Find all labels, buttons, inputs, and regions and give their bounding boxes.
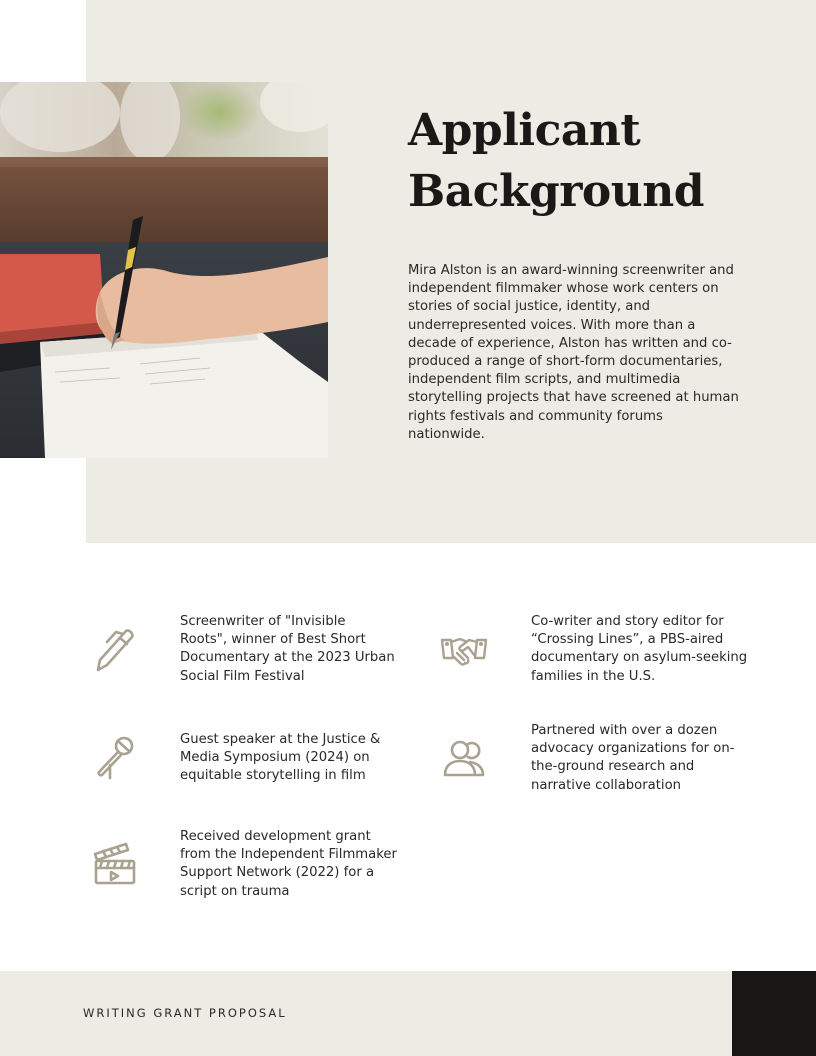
hero-photo [0,82,328,458]
page-title [408,100,788,222]
microphone-icon [87,730,143,786]
achievement-text: Screenwriter of "Invisible Roots", winner of Best Short Documentary at the 2023 Urban Social Film Festival [180,614,395,684]
intro-paragraph: Mira Alston is an award-winning screenwriter and independent filmmaker whose work centers on stories of social justice, identity, and underrepresented voices. With more than a decade of experience, Alston has written and co-produced a range of short-form documentaries, independent film scripts, and multimedia storytelling projects that have screened at human rights festivals and community forums nationwide. [408,263,739,442]
writing-photo-illustration [0,82,328,458]
pen-icon [87,622,143,678]
footer-accent-block [732,971,816,1056]
achievement-text: Guest speaker at the Justice & Media Symposium (2024) on equitable storytelling in film [180,732,381,784]
users-icon [436,730,492,786]
handshake-icon [436,622,492,678]
page-title-line-2: Background [408,166,705,217]
footer-label: WRITING GRANT PROPOSAL [83,1006,287,1020]
achievement-text: Received development grant from the Independent Filmmaker Support Network (2022) for a script on trauma [180,829,397,899]
achievement-text: Co-writer and story editor for “Crossing Lines”, a PBS-aired documentary on asylum-seeking families in the U.S. [531,614,748,684]
achievement-text: Partnered with over a dozen advocacy organizations for on-the-ground research and narrative collaboration [531,723,735,793]
clapperboard-icon [85,836,141,892]
page-title-line-1: Applicant [408,105,641,156]
